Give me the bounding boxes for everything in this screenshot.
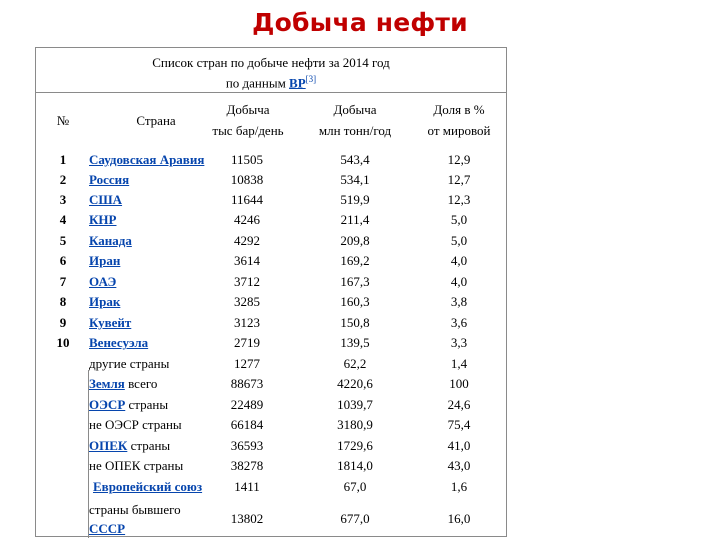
rank-cell: 2: [59, 172, 67, 188]
world-share-cell: 12,9: [447, 152, 471, 168]
caption-prefix: по данным: [225, 75, 290, 91]
production-bpd-cell: 36593: [230, 438, 264, 454]
summary-row-eu: [36, 477, 506, 498]
table-row: [36, 292, 506, 313]
production-bpd-cell: 38278: [230, 458, 264, 474]
production-mt-cell: 519,9: [340, 192, 370, 208]
production-bpd-cell: 22489: [230, 397, 264, 413]
production-mt-cell: 543,4: [340, 152, 370, 168]
header-world-share: [414, 99, 504, 141]
production-mt-cell: 1729,6: [337, 438, 373, 454]
production-bpd-cell: 66184: [230, 417, 264, 433]
summary-row-others: [36, 354, 506, 375]
production-bpd-cell: 1411: [234, 479, 260, 495]
production-mt-cell: 534,1: [340, 172, 370, 188]
table-row: [36, 251, 506, 272]
world-share-cell: 1,6: [450, 479, 468, 495]
production-bpd-cell: 3285: [234, 294, 260, 310]
non-opec-label: не ОПЕК страны: [89, 458, 184, 474]
production-mt-cell: 211,4: [340, 212, 370, 228]
header-bpd-line1: Добыча: [226, 102, 270, 117]
production-mt-cell: 62,2: [343, 356, 367, 372]
production-mt-cell: 677,0: [340, 510, 370, 526]
page-title: Добыча нефти: [252, 8, 468, 37]
rank-cell: 1: [59, 152, 67, 168]
others-label: другие страны: [89, 356, 170, 372]
production-bpd-cell: 2719: [234, 335, 260, 351]
rank-cell: 9: [59, 315, 67, 331]
production-mt-cell: 67,0: [343, 479, 367, 495]
world-share-cell: 41,0: [447, 438, 471, 454]
table-caption: [36, 55, 506, 91]
production-mt-cell: 3180,9: [337, 417, 373, 433]
production-bpd-cell: 11644: [230, 192, 264, 208]
country-link[interactable]: ОАЭ: [89, 274, 117, 290]
world-share-cell: 5,0: [450, 233, 468, 249]
world-share-cell: 24,6: [447, 397, 471, 413]
header-share-line2: от мировой: [427, 123, 491, 138]
summary-row-oecd: [36, 395, 506, 416]
world-share-cell: 4,0: [450, 274, 468, 290]
oecd-link[interactable]: ОЭСР: [89, 397, 126, 413]
caption-line-1: Список стран по добыче нефти за 2014 год: [152, 55, 390, 70]
table-row: [36, 150, 506, 171]
world-share-cell: 3,6: [450, 315, 468, 331]
world-share-cell: 1,4: [450, 356, 468, 372]
production-bpd-cell: 10838: [230, 172, 264, 188]
table-row: [36, 313, 506, 334]
production-bpd-cell: 3614: [234, 253, 260, 269]
production-mt-cell: 160,3: [340, 294, 370, 310]
production-bpd-cell: 1277: [234, 356, 260, 372]
country-link[interactable]: Кувейт: [89, 315, 132, 331]
world-share-cell: 75,4: [447, 417, 471, 433]
caption-line-2: [36, 71, 506, 91]
table-row: [36, 333, 506, 354]
production-bpd-cell: 4246: [234, 212, 260, 228]
ussr-link[interactable]: СССР: [89, 520, 126, 536]
world-share-cell: 100: [449, 376, 469, 392]
rank-cell: 4: [59, 212, 67, 228]
rank-cell: 8: [59, 294, 67, 310]
header-share-line1: Доля в %: [433, 102, 485, 117]
world-share-cell: 16,0: [447, 510, 471, 526]
country-link[interactable]: Канада: [89, 233, 132, 249]
rank-cell: 10: [56, 335, 70, 351]
production-mt-cell: 209,8: [340, 233, 370, 249]
oil-production-table: [35, 47, 507, 537]
production-mt-cell: 1814,0: [337, 458, 373, 474]
opec-link[interactable]: ОПЕК: [89, 438, 128, 454]
summary-row-ussr: [36, 498, 506, 539]
production-bpd-cell: 3123: [234, 315, 260, 331]
world-share-cell: 3,8: [450, 294, 468, 310]
world-share-cell: 43,0: [447, 458, 471, 474]
non-oecd-label: не ОЭСР страны: [89, 417, 182, 433]
country-link[interactable]: Россия: [89, 172, 130, 188]
table-row: [36, 210, 506, 231]
world-share-cell: 3,3: [450, 335, 468, 351]
production-mt-cell: 150,8: [340, 315, 370, 331]
header-bpd-line2: тыс бар/день: [212, 123, 284, 138]
country-link[interactable]: Иран: [89, 253, 121, 269]
reference-link[interactable]: [3]: [305, 74, 317, 84]
opec-label-rest: страны: [127, 438, 171, 454]
country-link[interactable]: Ирак: [89, 294, 121, 310]
header-mt-line1: Добыча: [333, 102, 377, 117]
summary-row-world: [36, 374, 506, 395]
production-bpd-cell: 4292: [234, 233, 260, 249]
header-production-bpd: [210, 99, 286, 141]
header-num: №: [56, 113, 70, 128]
production-mt-cell: 169,2: [340, 253, 370, 269]
summary-row-non-oecd: [36, 415, 506, 436]
summary-row-non-opec: [36, 456, 506, 477]
header-production-mt: [308, 99, 402, 141]
table-row: [36, 231, 506, 252]
world-link[interactable]: Земля: [89, 376, 125, 392]
production-mt-cell: 139,5: [340, 335, 370, 351]
bp-source-link[interactable]: BP: [289, 75, 306, 91]
country-link[interactable]: Саудовская Аравия: [89, 152, 205, 168]
country-link[interactable]: США: [89, 192, 123, 208]
world-share-cell: 4,0: [450, 253, 468, 269]
ussr-label-line1: страны бывшего: [89, 501, 181, 517]
production-bpd-cell: 88673: [230, 376, 264, 392]
production-mt-cell: 167,3: [340, 274, 370, 290]
world-share-cell: 5,0: [450, 212, 468, 228]
rank-cell: 3: [59, 192, 67, 208]
production-bpd-cell: 11505: [230, 152, 264, 168]
oecd-label-rest: страны: [125, 397, 169, 413]
rank-cell: 7: [59, 274, 67, 290]
production-mt-cell: 4220,6: [337, 376, 373, 392]
country-link[interactable]: КНР: [89, 212, 117, 228]
table-row: [36, 170, 506, 191]
rank-cell: 5: [59, 233, 67, 249]
table-row: [36, 272, 506, 293]
country-link[interactable]: Венесуэла: [89, 335, 149, 351]
production-bpd-cell: 13802: [230, 510, 264, 526]
rank-cell: 6: [59, 253, 67, 269]
production-mt-cell: 1039,7: [337, 397, 373, 413]
header-mt-line2: млн тонн/год: [318, 123, 392, 138]
header-country: Страна: [136, 113, 176, 128]
world-share-cell: 12,7: [447, 172, 471, 188]
summary-row-opec: [36, 436, 506, 457]
table-row: [36, 190, 506, 211]
eu-link[interactable]: Европейский союз: [93, 479, 203, 495]
world-share-cell: 12,3: [447, 192, 471, 208]
production-bpd-cell: 3712: [234, 274, 260, 290]
caption-divider: [36, 92, 506, 93]
world-label-rest: всего: [124, 376, 158, 392]
